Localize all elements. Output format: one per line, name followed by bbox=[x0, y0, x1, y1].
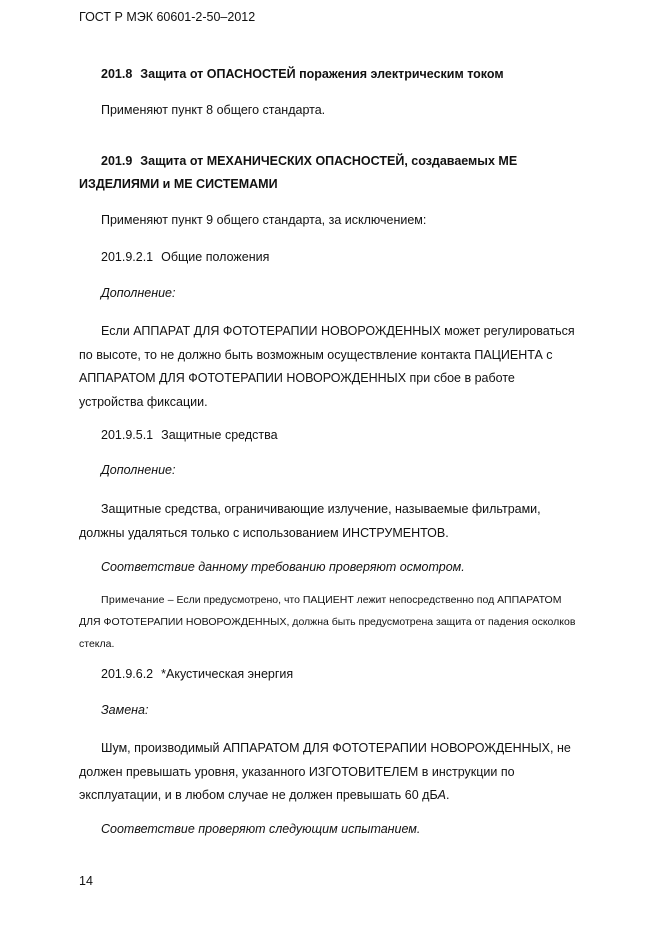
paragraph-text: эксплуатации, и в любом случае не должен превышать 60 дБ bbox=[79, 788, 438, 802]
replacement-label: Замена: bbox=[101, 703, 149, 717]
paragraph-block bbox=[79, 320, 615, 414]
clause-number: 201.9.2.1 bbox=[101, 250, 154, 264]
section-title: Защита от ОПАСНОСТЕЙ поражения электрическим током bbox=[140, 67, 504, 81]
compliance-statement: Соответствие проверяют следующим испытанием. bbox=[101, 822, 421, 836]
section-number: 201.9 bbox=[101, 154, 133, 168]
section-title-line2: ИЗДЕЛИЯМИ и МЕ СИСТЕМАМИ bbox=[79, 177, 278, 191]
note-label: Примечание bbox=[101, 594, 165, 606]
section-number: 201.8 bbox=[101, 67, 133, 81]
paragraph-line: Защитные средства, ограничивающие излучение, называемые фильтрами, bbox=[101, 502, 541, 516]
paragraph-line bbox=[79, 784, 615, 808]
section-heading-201-8 bbox=[101, 67, 504, 81]
paragraph-line: должны удаляться только с использованием ИНСТРУМЕНТОВ. bbox=[79, 525, 449, 540]
paragraph-line: должен превышать уровня, указанного ИЗГОТОВИТЕЛЕМ в инструкции по bbox=[79, 764, 515, 779]
document-header: ГОСТ Р МЭК 60601-2-50–2012 bbox=[79, 10, 256, 24]
paragraph-line: устройства фиксации. bbox=[79, 394, 208, 409]
paragraph-line: по высоте, то не должно быть возможным осуществление контакта ПАЦИЕНТА с bbox=[79, 347, 553, 362]
note-line: стекла. bbox=[79, 638, 115, 650]
note-dash: – bbox=[167, 594, 174, 606]
page-number: 14 bbox=[79, 874, 93, 888]
section-title-line1: Защита от МЕХАНИЧЕСКИХ ОПАСНОСТЕЙ, создаваемых МЕ bbox=[140, 154, 518, 168]
clause-heading-201-9-6-2 bbox=[101, 667, 293, 681]
paragraph-line: Шум, производимый АППАРАТОМ ДЛЯ ФОТОТЕРАПИИ НОВОРОЖДЕННЫХ, не bbox=[101, 741, 571, 755]
compliance-statement: Соответствие данному требованию проверяют осмотром. bbox=[101, 560, 465, 574]
note-line: ДЛЯ ФОТОТЕРАПИИ НОВОРОЖДЕННЫХ, должна быть предусмотрена защита от падения осколков bbox=[79, 616, 576, 628]
paragraph-block bbox=[79, 737, 615, 808]
clause-title: Защитные средства bbox=[161, 428, 278, 442]
paragraph-line: АППАРАТОМ ДЛЯ ФОТОТЕРАПИИ НОВОРОЖДЕННЫХ при сбое в работе bbox=[79, 371, 515, 385]
clause-number: 201.9.6.2 bbox=[101, 667, 154, 681]
paragraph: Применяют пункт 8 общего стандарта. bbox=[101, 103, 326, 117]
unit-weighting: А bbox=[437, 788, 447, 802]
section-heading-201-9 bbox=[101, 154, 517, 168]
addition-label: Дополнение: bbox=[101, 286, 176, 300]
note-line bbox=[79, 589, 615, 611]
note-text: Если предусмотрено, что ПАЦИЕНТ лежит непосредственно под АППАРАТОМ bbox=[176, 594, 562, 606]
paragraph-line: Если АППАРАТ ДЛЯ ФОТОТЕРАПИИ НОВОРОЖДЕННЫХ может регулироваться bbox=[101, 324, 575, 338]
clause-title: Общие положения bbox=[161, 250, 270, 264]
addition-label: Дополнение: bbox=[101, 463, 176, 477]
paragraph: Применяют пункт 9 общего стандарта, за исключением: bbox=[101, 213, 427, 227]
paragraph-block bbox=[79, 498, 615, 545]
clause-title: *Акустическая энергия bbox=[161, 667, 294, 681]
clause-heading-201-9-2-1 bbox=[101, 250, 269, 264]
note-block bbox=[79, 589, 615, 655]
clause-number: 201.9.5.1 bbox=[101, 428, 154, 442]
clause-heading-201-9-5-1 bbox=[101, 428, 278, 442]
paragraph-text: . bbox=[446, 788, 450, 802]
